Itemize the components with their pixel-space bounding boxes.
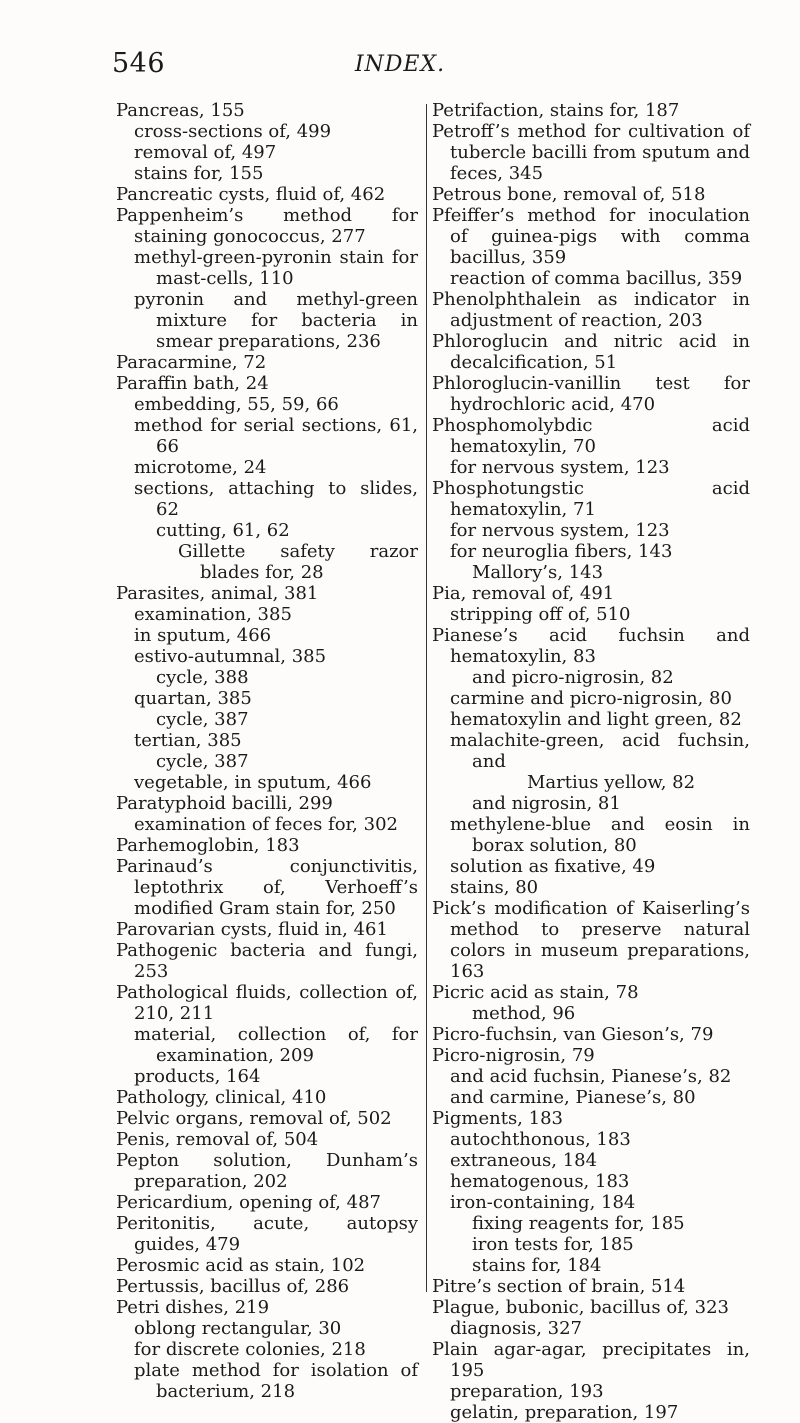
index-entry: Plain agar-agar, precipitates in, 195 [432,1339,750,1381]
page-header [0,48,800,88]
index-entry: vegetable, in sputum, 466 [134,772,372,793]
index-entry: in sputum, 466 [134,625,272,646]
index-entry: autochthonous, 183 [450,1129,631,1150]
index-entry: quartan, 385 [134,688,252,709]
index-entry: Pathology, clinical, 410 [116,1087,327,1108]
index-entry: Phenolphthalein as indicator in adjustment of reaction, 203 [432,289,750,331]
index-entry: Phloroglucin-vanillin test for hydrochloric acid, 470 [432,373,750,415]
index-entry: solution as fixative, 49 [450,856,656,877]
index-entry: cycle, 387 [156,751,249,772]
index-entry: hematoxylin and light green, 82 [450,709,742,730]
index-entry: examination, 385 [134,604,292,625]
index-entry: iron-containing, 184 [450,1192,636,1213]
index-entry: and carmine, Pianese’s, 80 [450,1087,696,1108]
index-entry: methyl-green-pyronin stain for mast-cells, 110 [134,247,418,289]
index-entry: Gillette safety razor blades for, 28 [178,541,418,583]
index-entry: Peritonitis, acute, autopsy guides, 479 [116,1213,418,1255]
index-entry: gelatin, preparation, 197 [450,1402,679,1423]
running-head: INDEX. [354,52,446,77]
index-entry: examination of feces for, 302 [134,814,398,835]
index-entry: Pepton solution, Dunham’s preparation, 202 [116,1150,418,1192]
index-entry: and picro-nigrosin, 82 [472,667,674,688]
index-entry: carmine and picro-nigrosin, 80 [450,688,732,709]
index-entry: and nigrosin, 81 [472,793,621,814]
index-entry: Parasites, animal, 381 [116,583,319,604]
index-entry: iron tests for, 185 [472,1234,634,1255]
index-entry: hematogenous, 183 [450,1171,630,1192]
index-entry: Parinaud’s conjunctivitis, leptothrix of, Verhoeff’s modified Gram stain for, 250 [116,856,418,919]
column-divider [426,104,427,1292]
index-entry: Pancreatic cysts, fluid of, 462 [116,184,386,205]
index-entry: Paracarmine, 72 [116,352,267,373]
index-entry: stains for, 184 [472,1255,602,1276]
index-entry: embedding, 55, 59, 66 [134,394,339,415]
index-entry: Pianese’s acid fuchsin and hematoxylin, 83 [432,625,750,667]
index-entry: extraneous, 184 [450,1150,598,1171]
index-entry: Petrifaction, stains for, 187 [432,100,680,121]
index-entry: Pericardium, opening of, 487 [116,1192,381,1213]
index-entry: for nervous system, 123 [450,520,670,541]
index-entry: cycle, 387 [156,709,249,730]
index-entry: Pappenheim’s method for staining gonococcus, 277 [116,205,418,247]
index-entry: material, collection of, for examination, 209 [134,1024,418,1066]
index-entry: Petroff’s method for cultivation of tubercle bacilli from sputum and feces, 345 [432,121,750,184]
page-number: 546 [112,48,166,79]
index-entry: products, 164 [134,1066,261,1087]
index-entry: Martius yellow, 82 [526,772,696,793]
index-entry: Pitre’s section of brain, 514 [432,1276,686,1297]
index-entry: plate method for isolation of bacterium, 218 [134,1360,418,1402]
index-entry: Pelvic organs, removal of, 502 [116,1108,392,1129]
index-entry: for discrete colonies, 218 [134,1339,366,1360]
index-entry: method for serial sections, 61, 66 [134,415,418,457]
index-entry: pyronin and methyl-green mixture for bacteria in smear preparations, 236 [134,289,418,352]
index-entry: Phosphotungstic acid hematoxylin, 71 [432,478,750,520]
index-entry: Picric acid as stain, 78 [432,982,639,1003]
index-entry: Phosphomolybdic acid hematoxylin, 70 [432,415,750,457]
index-entry: method, 96 [472,1003,576,1024]
index-entry: Pick’s modification of Kaiserling’s method to preserve natural colors in museum preparations, 163 [432,898,750,982]
index-entry: estivo-autumnal, 385 [134,646,327,667]
index-entry: Plague, bubonic, bacillus of, 323 [432,1297,729,1318]
index-entry: for nervous system, 123 [450,457,670,478]
index-entry: Petri dishes, 219 [116,1297,270,1318]
index-entry: diagnosis, 327 [450,1318,582,1339]
index-entry: cutting, 61, 62 [156,520,290,541]
index-entry: Pancreas, 155 [116,100,245,121]
index-entry: sections, attaching to slides, 62 [134,478,418,520]
index-entry: Parovarian cysts, fluid in, 461 [116,919,388,940]
index-entry: Petrous bone, removal of, 518 [432,184,706,205]
index-entry: cycle, 388 [156,667,249,688]
index-entry: malachite-green, acid fuchsin, and [450,730,750,772]
index-entry: Pigments, 183 [432,1108,563,1129]
index-entry: reaction of comma bacillus, 359 [450,268,743,289]
index-entry: and acid fuchsin, Pianese’s, 82 [450,1066,732,1087]
index-entry: oblong rectangular, 30 [134,1318,342,1339]
index-entry: Picro-fuchsin, van Gieson’s, 79 [432,1024,714,1045]
index-entry: cross-sections of, 499 [134,121,332,142]
index-entry: Pfeiffer’s method for inoculation of guinea-pigs with comma bacillus, 359 [432,205,750,268]
index-entry: Pertussis, bacillus of, 286 [116,1276,350,1297]
index-entry: Pia, removal of, 491 [432,583,615,604]
index-entry: fixing reagents for, 185 [472,1213,685,1234]
index-column-right [432,100,750,1423]
index-entry: stripping off of, 510 [450,604,631,625]
index-entry: tertian, 385 [134,730,242,751]
index-entry: Pathological fluids, collection of, 210, 211 [116,982,418,1024]
index-column-left [116,100,418,1402]
index-entry: removal of, 497 [134,142,277,163]
index-entry: stains, 80 [450,877,539,898]
index-entry: Phloroglucin and nitric acid in decalcification, 51 [432,331,750,373]
index-entry: stains for, 155 [134,163,264,184]
index-entry: Picro-nigrosin, 79 [432,1045,595,1066]
index-entry: for neuroglia fibers, 143 [450,541,673,562]
index-entry: Paraffin bath, 24 [116,373,269,394]
index-entry: Mallory’s, 143 [472,562,604,583]
index-entry: methylene-blue and eosin in borax solution, 80 [450,814,750,856]
index-entry: Paratyphoid bacilli, 299 [116,793,333,814]
index-entry: preparation, 193 [450,1381,604,1402]
index-entry: microtome, 24 [134,457,267,478]
index-entry: Perosmic acid as stain, 102 [116,1255,366,1276]
index-entry: Pathogenic bacteria and fungi, 253 [116,940,418,982]
index-entry: Parhemoglobin, 183 [116,835,300,856]
index-entry: Penis, removal of, 504 [116,1129,319,1150]
